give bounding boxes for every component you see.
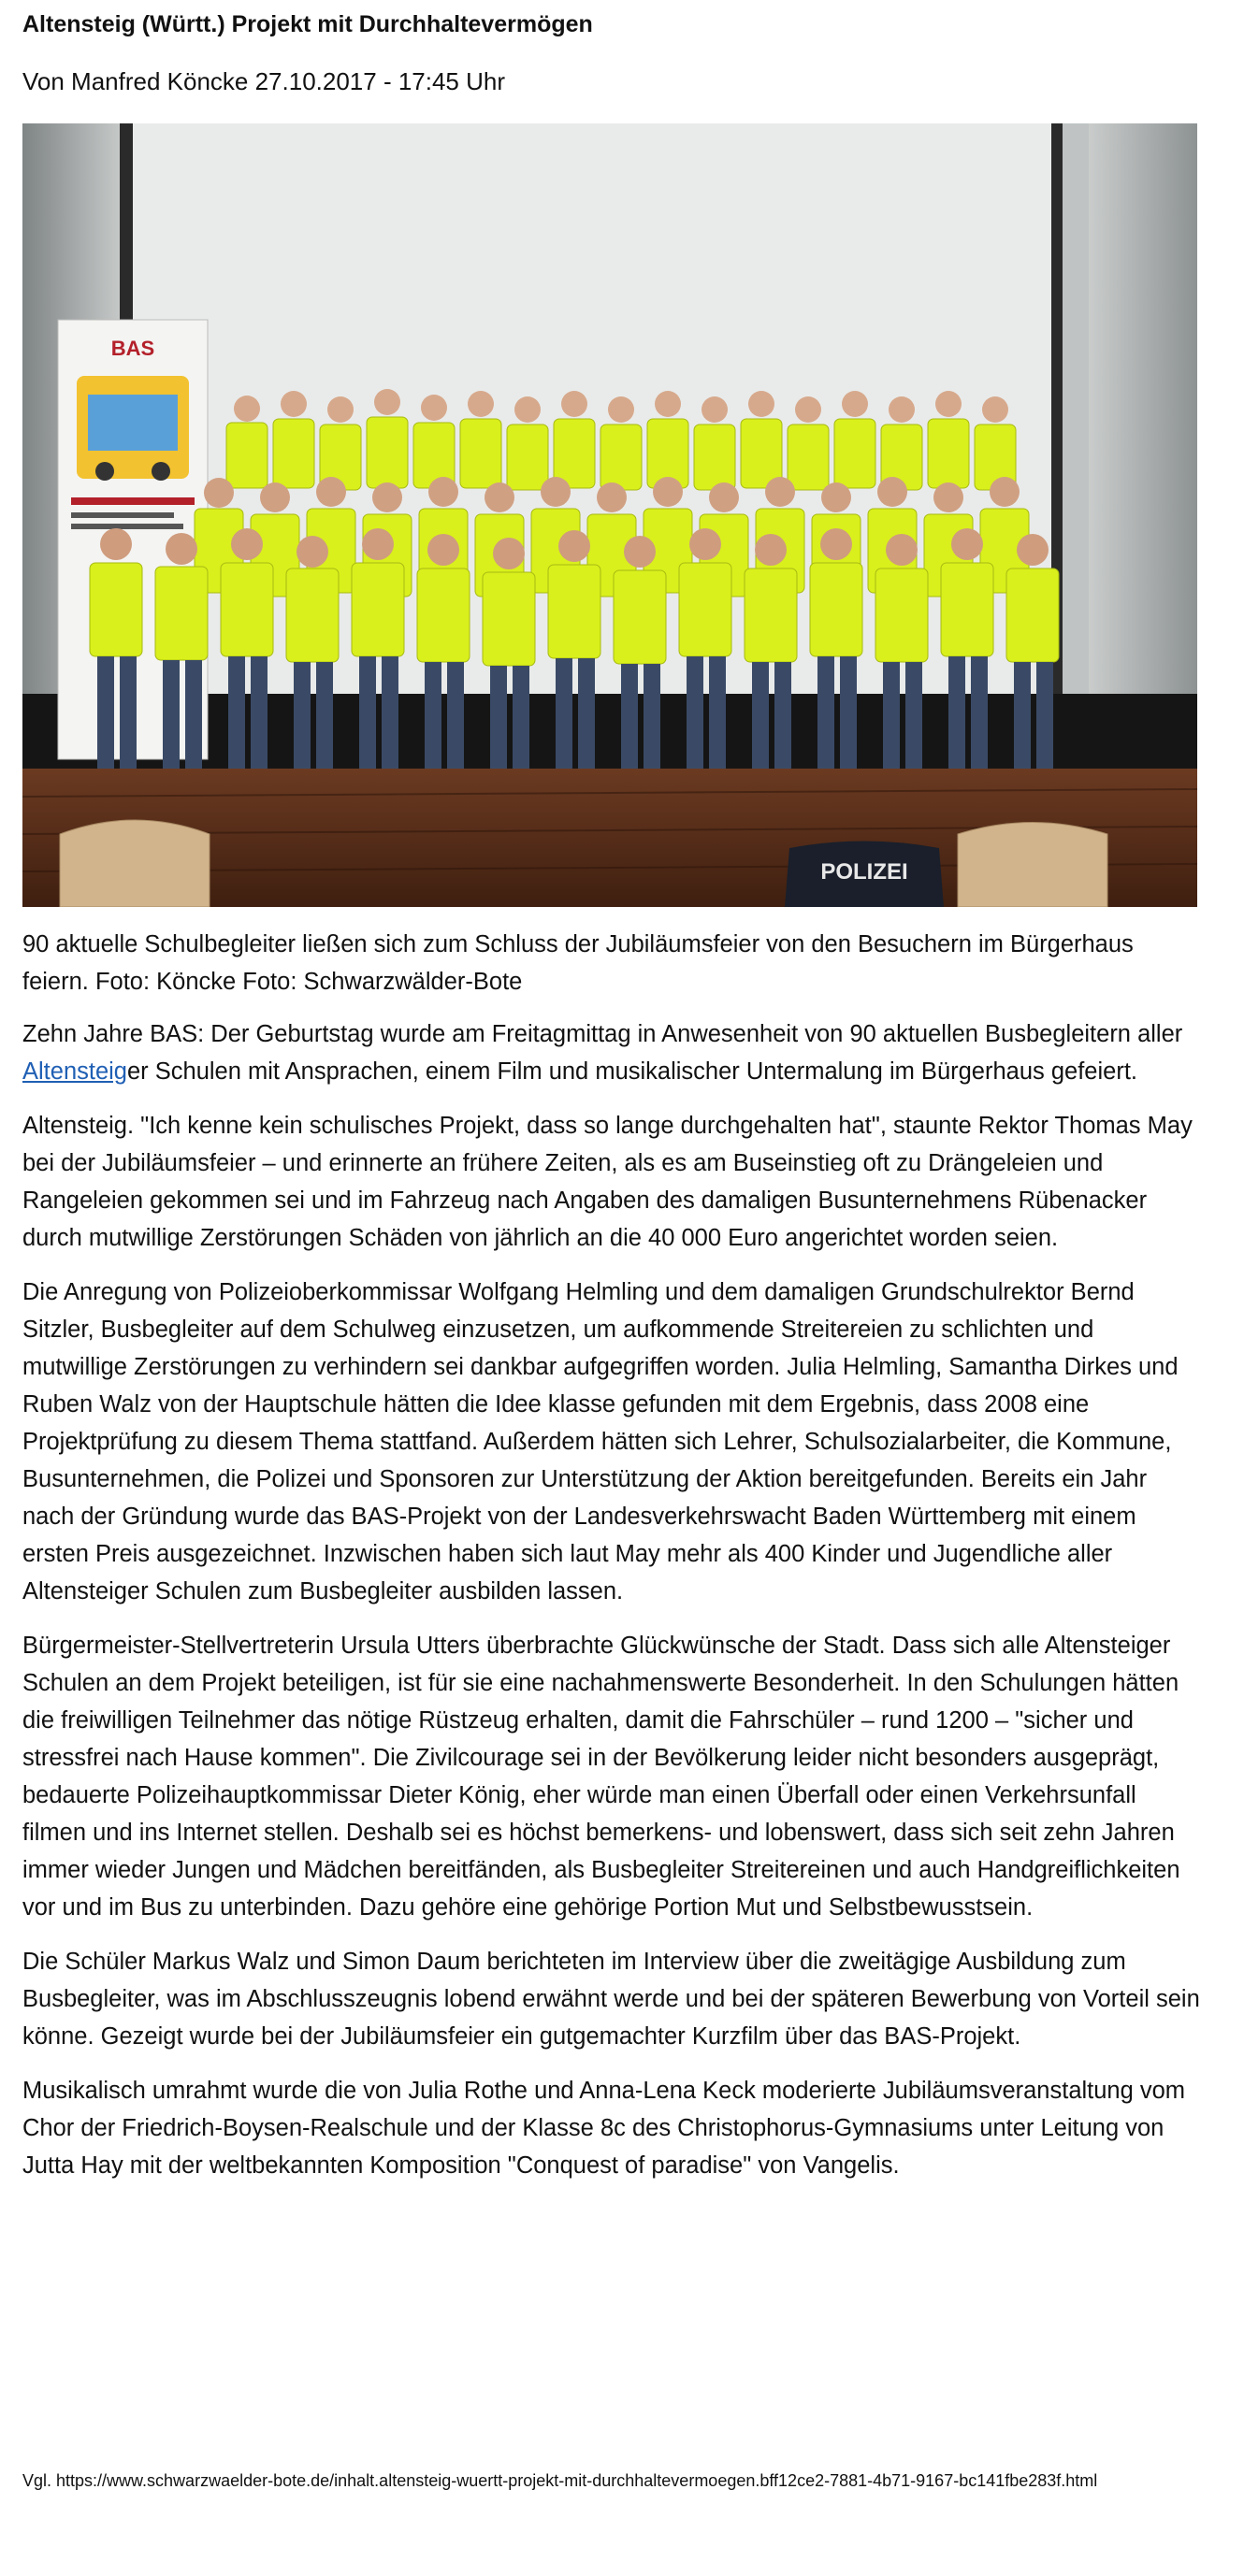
police-jacket xyxy=(785,842,944,908)
source-reference: Vgl. https://www.schwarzwaelder-bote.de/inhalt.altensteig-wuertt-projekt-mit-durchhaltevermoegen.bff12ce2-7881-4b71-9167-bc141fbe283f.html xyxy=(22,2471,1098,2490)
jacket-label: POLIZEI xyxy=(820,859,908,885)
article-byline: Von Manfred Köncke 27.10.2017 - 17:45 Uhr xyxy=(22,67,506,95)
paragraph: Altensteig. "Ich kenne kein schulisches Projekt, dass so lange durchgehalten hat", staunte Rektor Thomas May bei der Jubiläumsfeier – und erinnerte an frühere Zeiten, als es am Buseinstieg oft zu Drängeleien und Rangeleien gekommen sei und im Fahrzeug nach Angaben des damaligen Busunternehmens Rübenacker durch mutwillige Zerstörungen Schäden von jährlich an die 40 000 Euro angerichtet worden seien. xyxy=(22,1113,1193,1251)
photo-caption: 90 aktuelle Schulbegleiter ließen sich zum Schluss der Jubiläumsfeier von den Besuchern im Bürgerhaus feiern. Foto: Köncke Foto: Schwarzwälder-Bote xyxy=(22,931,1134,995)
teaser-text-start: Zehn Jahre BAS: Der Geburtstag wurde am Freitagmittag in Anwesenheit von 90 aktuellen Busbegleitern aller xyxy=(22,1021,1183,1047)
paragraph: Die Anregung von Polizeioberkommissar Wolfgang Helmling und dem damaligen Grundschulrektor Bernd Sitzler, Busbegleiter auf dem Schulweg einzusetzen, um aufkommende Streitereien zu schlichten und mutwillige Zerstörungen zu verhindern sei dankbar aufgegriffen worden. Julia Helmling, Samantha Dirkes und Ruben Walz von der Hauptschule hätten die Idee klasse gefunden mit dem Ergebnis, dass 2008 eine Projektprüfung zu diesem Thema stattfand. Außerdem hätten sich Lehrer, Schulsozialarbeiter, die Kommune, Busunternehmen, die Polizei und Sponsoren zur Unterstützung der Aktion bereitgefunden. Bereits ein Jahr nach der Gründung wurde das BAS-Projekt von der Landesverkehrswacht Baden Württemberg mit einem ersten Preis ausgezeichnet. Inzwischen haben sich laut May mehr als 400 Kinder und Jugendliche aller Altensteiger Schulen zum Busbegleiter ausbilden lassen. xyxy=(22,1279,1179,1605)
paragraph: Die Schüler Markus Walz und Simon Daum berichteten im Interview über die zweitägige Ausbildung zum Busbegleiter, was im Abschlusszeugnis lobend erwähnt werde und bei der späteren Bewerbung von Vorteil sein könne. Gezeigt wurde bei der Jubiläumsfeier ein gutgemachter Kurzfilm über das BAS-Projekt. xyxy=(22,1949,1200,2050)
banner-label: BAS xyxy=(110,337,155,360)
article-photo xyxy=(22,123,1197,907)
paragraph: Bürgermeister-Stellvertreterin Ursula Utters überbrachte Glückwünsche der Stadt. Dass sich alle Altensteiger Schulen an dem Projekt beteiligen, ist für sie eine nachahmenswerte Besonderheit. In den Schulungen hätten die freiwilligen Teilnehmer das nötige Rüstzeug erhalten, damit die Fahrschüler – rund 1200 – "sicher und stressfrei nach Hause kommen". Die Zivilcourage sei in der Bevölkerung leider nicht besonders ausgeprägt, bedauerte Polizeihauptkommissar Dieter König, eher würde man einen Überfall oder einen Verkehrsunfall filmen und ins Internet stellen. Deshalb sei es höchst bemerkens- und lobenswert, dass sich seit zehn Jahren immer wieder Jungen und Mädchen bereitfänden, als Busbegleiter Streitereinen und auch Handgreiflichkeiten vor und im Bus zu unterbinden. Dazu gehöre eine gehörige Portion Mut und Selbstbewusstsein. xyxy=(22,1633,1180,1921)
paragraph: Musikalisch umrahmt wurde die von Julia Rothe und Anna-Lena Keck moderierte Jubiläumsveranstaltung vom Chor der Friedrich-Boysen-Realschule und der Klasse 8c des Christophorus-Gymnasiums unter Leitung von Jutta Hay mit der weltbekannten Komposition "Conquest of paradise" von Vangelis. xyxy=(22,2078,1186,2179)
article-headline: Altensteig (Württ.) Projekt mit Durchhaltevermögen xyxy=(22,11,593,37)
teaser-text-end: er Schulen mit Ansprachen, einem Film und musikalischer Untermalung im Bürgerhaus gefeiert. xyxy=(127,1058,1137,1085)
article-body xyxy=(22,926,1203,2201)
altensteig-link[interactable]: Altensteig xyxy=(22,1058,127,1085)
group-photo-illustration xyxy=(22,123,1197,907)
article-teaser xyxy=(22,1015,1203,1090)
